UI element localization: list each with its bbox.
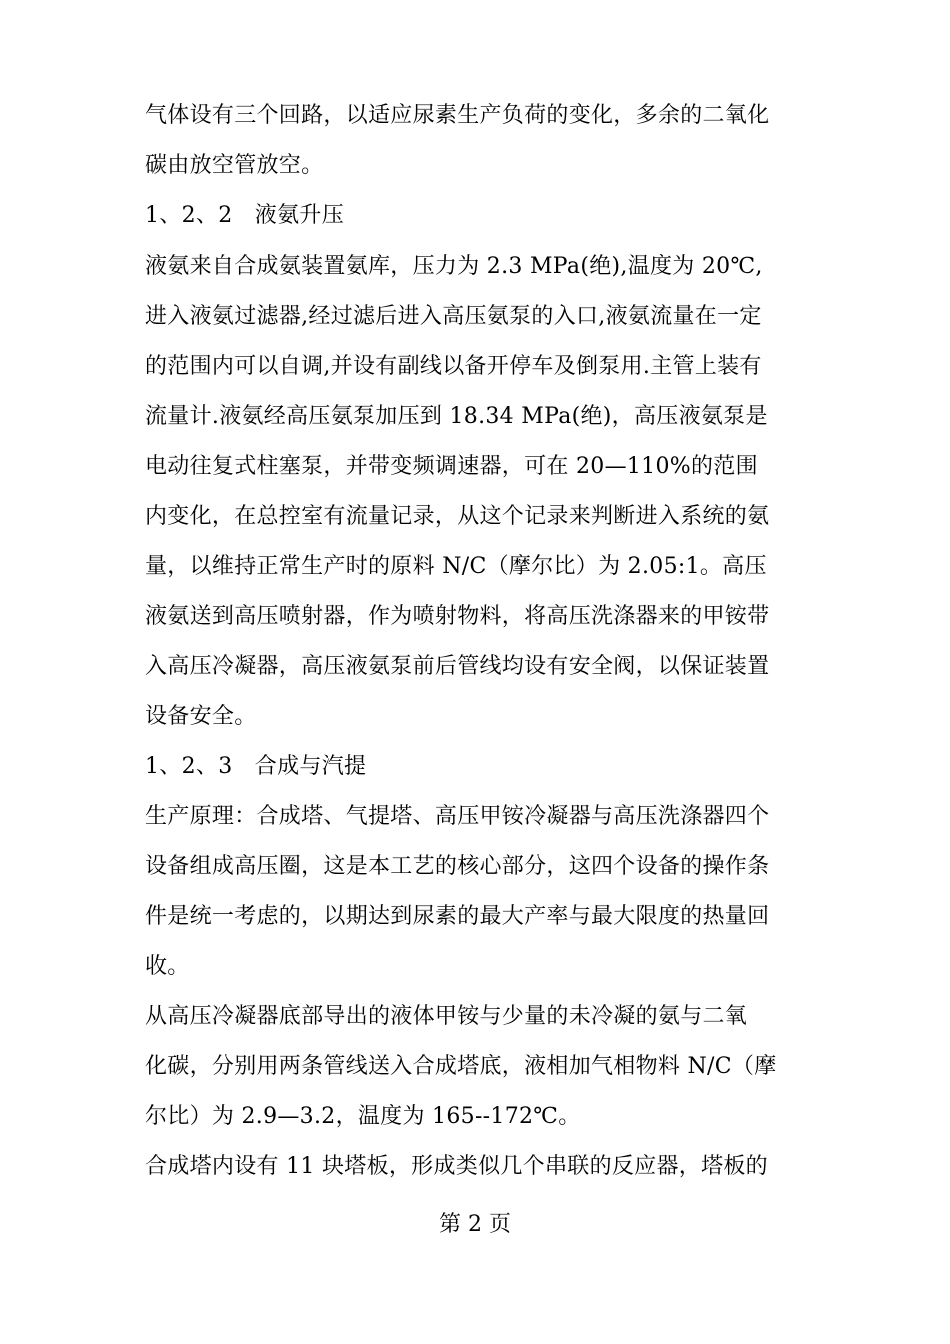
text-line: 化碳，分别用两条管线送入合成塔底，液相加气相物料 N/C（摩: [145, 1054, 777, 1079]
text-line: 液氨送到高压喷射器，作为喷射物料，将高压洗涤器来的甲铵带: [145, 604, 770, 629]
text-line: 量，以维持正常生产时的原料 N/C（摩尔比）为 2.05:1。高压: [145, 554, 767, 579]
text-line: 生产原理：合成塔、气提塔、高压甲铵冷凝器与高压洗涤器四个: [145, 804, 770, 829]
text-line: 的范围内可以自调,并设有副线以备开停车及倒泵用.主管上装有: [145, 354, 762, 379]
text-line: 气体设有三个回路，以适应尿素生产负荷的变化，多余的二氧化: [145, 103, 770, 128]
text-line: 收。: [145, 954, 190, 979]
page-number-footer: 第 2 页: [439, 1212, 511, 1237]
text-line: 内变化，在总控室有流量记录，从这个记录来判断进入系统的氨: [145, 504, 770, 529]
text-line: 设备安全。: [145, 704, 257, 729]
text-line: 设备组成高压圈，这是本工艺的核心部分，这四个设备的操作条: [145, 854, 770, 879]
text-line: 入高压冷凝器，高压液氨泵前后管线均设有安全阀，以保证装置: [145, 654, 770, 679]
text-line: 合成塔内设有 11 块塔板，形成类似几个串联的反应器，塔板的: [145, 1154, 768, 1179]
text-line: 碳由放空管放空。: [145, 153, 324, 178]
section-heading: 1、2、3 合成与汽提: [145, 754, 367, 779]
text-line: 液氨来自合成氨装置氨库，压力为 2.3 MPa(绝),温度为 20℃,: [145, 254, 763, 279]
text-line: 从高压冷凝器底部导出的液体甲铵与少量的未冷凝的氨与二氧: [145, 1004, 748, 1029]
section-heading: 1、2、2 液氨升压: [145, 203, 344, 228]
text-line: 流量计.液氨经高压氨泵加压到 18.34 MPa(绝)，高压液氨泵是: [145, 404, 768, 429]
text-line: 进入液氨过滤器,经过滤后进入高压氨泵的入口,液氨流量在一定: [145, 304, 762, 329]
text-line: 尔比）为 2.9—3.2，温度为 165--172℃。: [145, 1104, 581, 1129]
text-line: 件是统一考虑的，以期达到尿素的最大产率与最大限度的热量回: [145, 904, 770, 929]
text-line: 电动往复式柱塞泵，并带变频调速器，可在 20—110%的范围: [145, 454, 758, 479]
